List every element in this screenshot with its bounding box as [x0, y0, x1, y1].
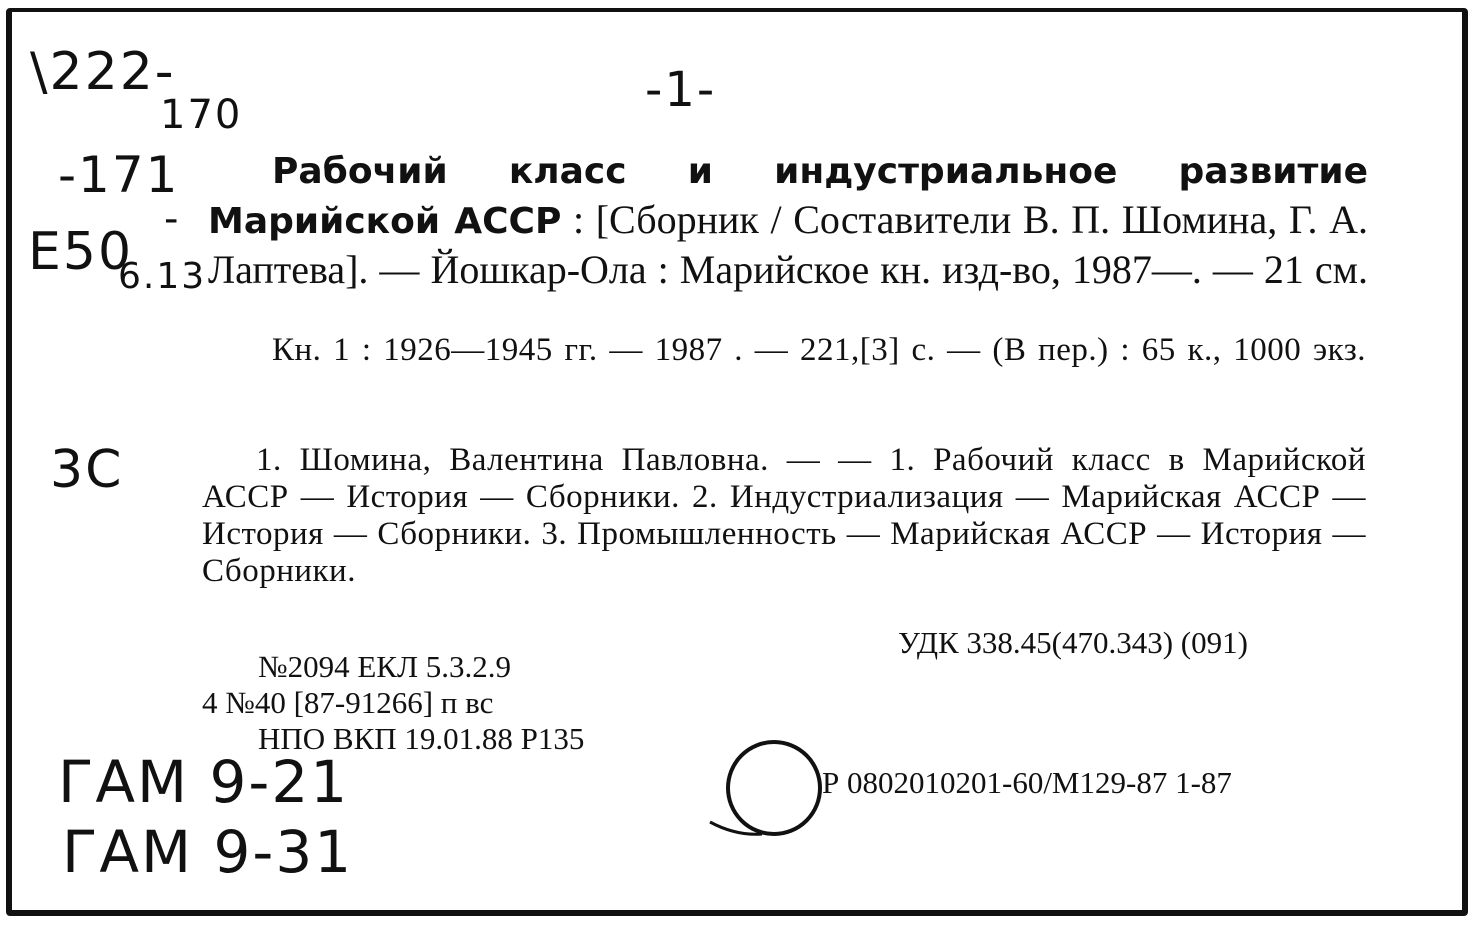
circle-stamp-icon [706, 736, 826, 846]
meta-line-1: №2094 ЕКЛ 5.3.2.9 [258, 649, 511, 684]
handwritten-class-subcode: 6.13 [118, 256, 207, 297]
publication-code: Р 0802010201-60/М129-87 1-87 [822, 765, 1232, 800]
handwritten-archive-2: ГАМ 9-31 [62, 818, 354, 886]
handwritten-archive-1: ГАМ 9-21 [58, 748, 350, 816]
handwritten-class-dash: - [164, 196, 181, 242]
handwritten-shelfmark-3: -171 [58, 146, 180, 204]
udk-code: УДК 338.45(470.343) (091) [898, 625, 1248, 660]
handwritten-class-code: E50 [28, 222, 134, 282]
volume-line: Кн. 1 : 1926—1945 гг. — 1987 . — 221,[3] с. — (В пер.) : 65 к., 1000 экз. [272, 332, 1366, 368]
handwritten-page-mark: -1- [645, 62, 717, 118]
entry-title-rest: : [Сборник / Составители В. П. Шомина, Г. А. Лаптева]. — Йошкар-Ола : Марийское кн. изд-во, 1987—. — 21 см. [208, 197, 1368, 292]
handwritten-shelfmark-2: 170 [160, 92, 243, 138]
handwritten-side-mark: 3C [50, 440, 124, 500]
meta-line-3: НПО ВКП 19.01.88 Р135 [258, 721, 585, 756]
entry-title-bold: Рабочий класс и индустриальное развитие Марийской АССР [208, 151, 1368, 242]
handwritten-shelfmark-1: \222- [30, 42, 176, 102]
subject-headings: 1. Шомина, Валентина Павловна. — — 1. Рабочий класс в Марийской АССР — История — Сборники. 2. Индустриализация — Марийская АССР — История — Сборники. 3. Промышленность — Марийская АССР — История — Сборники. [202, 442, 1366, 589]
entry-title [208, 146, 1368, 294]
meta-line-2: 4 №40 [87-91266] п вс [202, 685, 494, 720]
